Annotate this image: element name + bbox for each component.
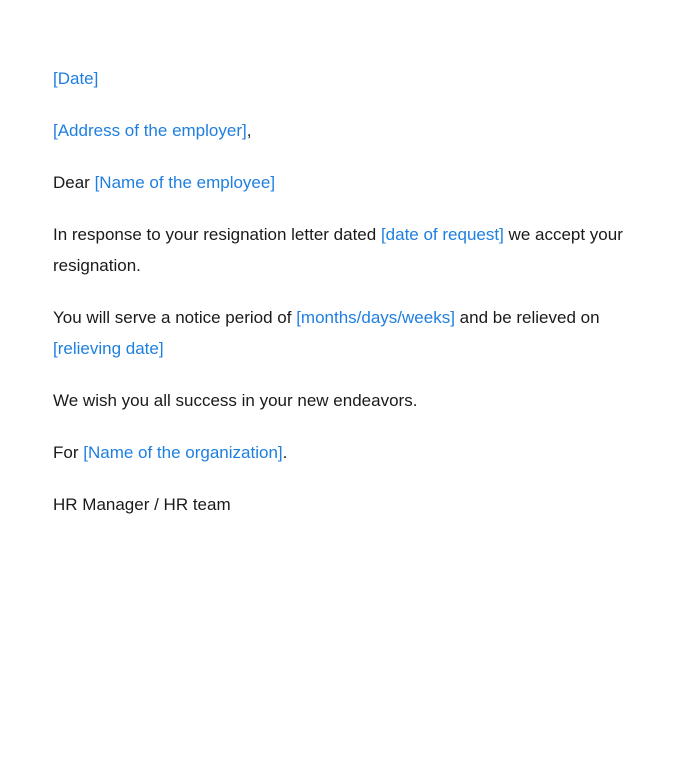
date-line bbox=[53, 63, 660, 94]
address-placeholder: [Address of the employer] bbox=[53, 121, 247, 140]
closing-prefix: For bbox=[53, 443, 84, 462]
address-line bbox=[53, 115, 660, 146]
address-suffix: , bbox=[246, 121, 252, 140]
relieving-date-placeholder: [relieving date] bbox=[53, 339, 164, 358]
wish-text: We wish you all success in your new endeavors. bbox=[53, 391, 418, 410]
response-suffix: we accept your resignation. bbox=[53, 225, 623, 275]
response-paragraph bbox=[53, 219, 660, 281]
wish-paragraph bbox=[53, 385, 660, 416]
organization-name-placeholder: [Name of the organization] bbox=[83, 443, 283, 462]
salutation-line bbox=[53, 167, 660, 198]
notice-period-placeholder: [months/days/weeks] bbox=[296, 308, 455, 327]
employee-name-placeholder: [Name of the employee] bbox=[94, 173, 276, 192]
signature-line bbox=[53, 489, 660, 520]
salutation-prefix: Dear bbox=[53, 173, 95, 192]
request-date-placeholder: [date of request] bbox=[380, 225, 504, 244]
response-prefix: In response to your resignation letter dated bbox=[53, 225, 381, 244]
date-placeholder: [Date] bbox=[53, 69, 99, 88]
signature-text: HR Manager / HR team bbox=[53, 495, 231, 514]
notice-paragraph bbox=[53, 302, 660, 364]
closing-suffix: . bbox=[282, 443, 288, 462]
notice-prefix: You will serve a notice period of bbox=[53, 308, 297, 327]
notice-middle: and be relieved on bbox=[454, 308, 600, 327]
closing-line bbox=[53, 437, 660, 468]
